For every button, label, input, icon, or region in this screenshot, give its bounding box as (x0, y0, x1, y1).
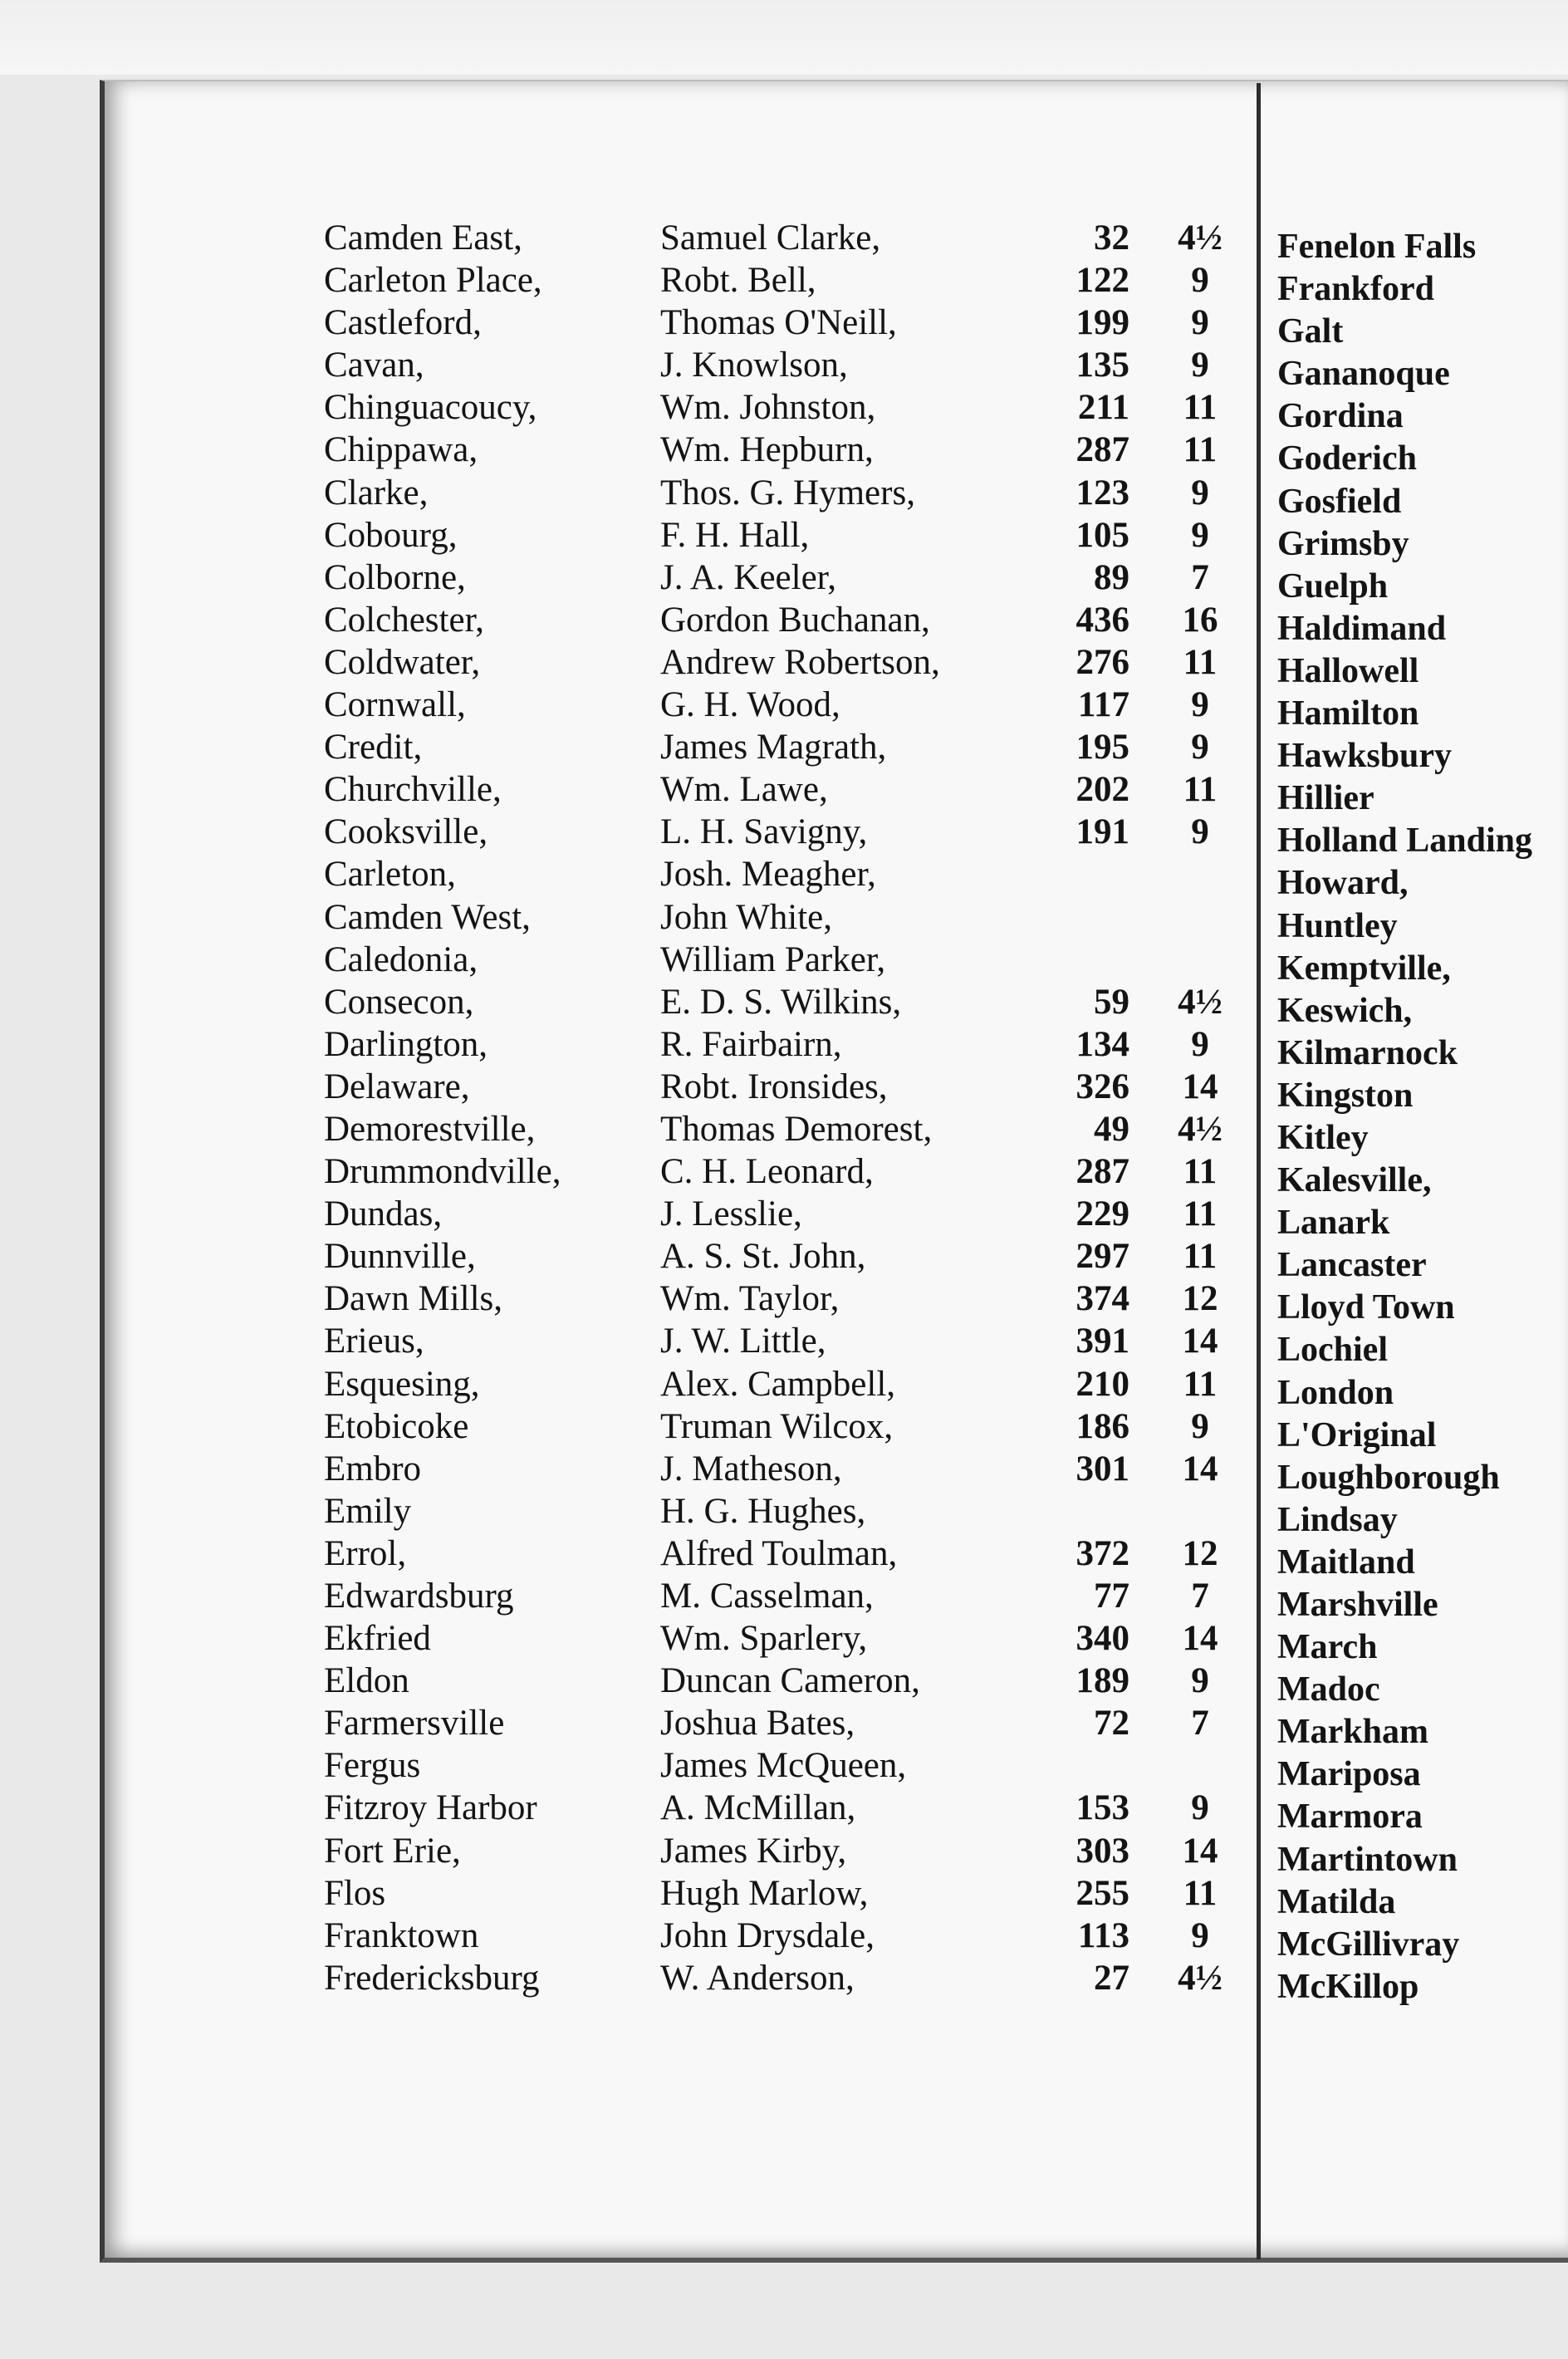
place-name: Keswich, (1277, 991, 1413, 1030)
postage-rate: 14 (1182, 1449, 1218, 1488)
place-name: Martintown (1277, 1840, 1458, 1879)
distance-value: 122 (1076, 261, 1129, 301)
list-item (1277, 1032, 1568, 1075)
place-name: Delaware, (324, 1067, 470, 1106)
table-row (324, 684, 1246, 727)
table-row (324, 260, 1246, 302)
place-name: Lindsay (1277, 1500, 1398, 1539)
distance-value: 89 (1094, 557, 1129, 597)
postage-rate: 12 (1182, 1279, 1218, 1319)
place-name: Lloyd Town (1277, 1288, 1455, 1327)
postmaster-name: Robt. Bell, (660, 261, 816, 301)
list-item (1277, 693, 1568, 735)
postage-rate: 11 (1183, 770, 1218, 810)
place-name: Emily (324, 1491, 412, 1531)
postage-rate: 14 (1182, 1619, 1218, 1659)
place-name: Fergus (324, 1746, 421, 1786)
postmaster-name: J. Matheson, (660, 1449, 842, 1488)
postage-rate: 14 (1182, 1322, 1218, 1361)
distance-value: 105 (1076, 515, 1129, 555)
distance-value: 72 (1094, 1704, 1129, 1744)
place-name: Hamilton (1277, 694, 1419, 733)
distance-value: 297 (1076, 1237, 1129, 1277)
continued-place-column (1277, 226, 1568, 2008)
place-name: Franktown (324, 1915, 479, 1955)
distance-value: 49 (1094, 1109, 1129, 1149)
list-item (1277, 1415, 1568, 1457)
place-name: Matilda (1277, 1882, 1396, 1921)
postmaster-name: Wm. Sparlery, (660, 1619, 868, 1659)
table-row (324, 1067, 1246, 1109)
list-item (1277, 820, 1568, 862)
place-name: Dundas, (324, 1194, 443, 1234)
distance-value: 255 (1076, 1873, 1129, 1913)
postmaster-name: Wm. Taylor, (660, 1279, 840, 1319)
postmaster-name: Alex. Campbell, (660, 1364, 896, 1404)
list-item (1277, 1075, 1568, 1117)
place-name: Edwardsburg (324, 1577, 514, 1616)
place-name: Frankford (1277, 270, 1434, 309)
list-item (1277, 948, 1568, 990)
list-item (1277, 608, 1568, 650)
table-row (324, 600, 1246, 642)
place-name: Credit, (324, 728, 423, 768)
postmaster-name: M. Casselman, (660, 1577, 874, 1616)
distance-value: 199 (1076, 303, 1129, 343)
place-name: Colchester, (324, 600, 484, 640)
distance-value: 195 (1076, 728, 1129, 768)
postage-rate: 11 (1183, 1152, 1218, 1192)
place-name: Eldon (324, 1661, 409, 1701)
list-item (1277, 1329, 1568, 1371)
list-item (1277, 1584, 1568, 1626)
distance-value: 189 (1076, 1661, 1129, 1701)
post-office-table (324, 218, 1246, 2000)
postage-rate: 16 (1182, 600, 1218, 640)
distance-value: 391 (1076, 1322, 1129, 1361)
postage-rate: 11 (1183, 1873, 1218, 1913)
place-name: Erieus, (324, 1322, 424, 1361)
table-row (324, 1660, 1246, 1703)
postmaster-name: Wm. Johnston, (660, 388, 876, 428)
postmaster-name: Duncan Cameron, (660, 1661, 920, 1701)
list-item (1277, 1372, 1568, 1415)
table-row (324, 727, 1246, 769)
postmaster-name: A. McMillan, (660, 1788, 856, 1828)
table-row (324, 1024, 1246, 1067)
distance-value: 59 (1094, 982, 1129, 1022)
postage-rate: 9 (1191, 685, 1209, 725)
distance-value: 326 (1076, 1067, 1129, 1106)
distance-value: 191 (1076, 812, 1129, 852)
table-row (324, 218, 1246, 260)
postmaster-name: Thomas Demorest, (660, 1109, 933, 1149)
distance-value: 210 (1076, 1364, 1129, 1404)
table-row (324, 1873, 1246, 1915)
place-name: Chippawa, (324, 430, 478, 470)
place-name: Gananoque (1277, 355, 1450, 394)
table-row (324, 1703, 1246, 1745)
place-name: March (1277, 1628, 1378, 1667)
postage-rate: 9 (1191, 346, 1209, 385)
distance-value: 135 (1076, 346, 1129, 385)
postage-rate: 11 (1183, 1194, 1218, 1234)
place-name: Loughborough (1277, 1458, 1500, 1497)
list-item (1277, 353, 1568, 395)
postage-rate: 4½ (1178, 1109, 1223, 1149)
place-name: Cornwall, (324, 685, 466, 725)
place-name: Galt (1277, 312, 1344, 351)
table-row (324, 557, 1246, 600)
postmaster-name: F. H. Hall, (660, 515, 810, 555)
distance-value: 287 (1076, 1152, 1129, 1192)
place-name: Flos (324, 1873, 386, 1913)
list-item (1277, 862, 1568, 905)
distance-value: 211 (1077, 388, 1129, 428)
list-item (1277, 1839, 1568, 1881)
list-item (1277, 650, 1568, 693)
postmaster-name: Josh. Meagher, (660, 855, 876, 895)
place-name: McKillop (1277, 1967, 1419, 2006)
place-name: Errol, (324, 1533, 407, 1573)
postage-rate: 9 (1191, 812, 1209, 852)
postage-rate: 7 (1191, 557, 1209, 597)
place-name: Dunnville, (324, 1237, 476, 1277)
table-row (324, 429, 1246, 472)
postage-rate: 4½ (1178, 218, 1223, 257)
postmaster-name: J. A. Keeler, (660, 557, 837, 597)
distance-value: 32 (1094, 218, 1129, 257)
list-item (1277, 1966, 1568, 2008)
distance-value: 374 (1076, 1279, 1129, 1319)
list-item (1277, 777, 1568, 820)
postage-rate: 9 (1191, 261, 1209, 301)
place-name: Hawksbury (1277, 737, 1453, 776)
list-item (1277, 1669, 1568, 1711)
table-row (324, 345, 1246, 387)
page-fold-line (1257, 83, 1261, 2259)
place-name: Caledonia, (324, 939, 478, 979)
place-name: Kilmarnock (1277, 1033, 1458, 1072)
place-name: Esquesing, (324, 1364, 480, 1404)
postage-rate: 11 (1183, 1237, 1218, 1277)
table-row (324, 1788, 1246, 1830)
list-item (1277, 1117, 1568, 1160)
table-row (324, 1236, 1246, 1278)
postage-rate: 12 (1182, 1533, 1218, 1573)
list-item (1277, 1244, 1568, 1287)
distance-value: 340 (1076, 1619, 1129, 1659)
postmaster-name: R. Fairbairn, (660, 1024, 842, 1064)
table-row (324, 769, 1246, 812)
postage-rate: 4½ (1178, 1958, 1223, 1998)
place-name: Madoc (1277, 1670, 1380, 1709)
list-item (1277, 1202, 1568, 1244)
list-item (1277, 1287, 1568, 1329)
table-row (324, 473, 1246, 515)
table-row (324, 1194, 1246, 1236)
place-name: Gosfield (1277, 482, 1402, 521)
place-name: Lanark (1277, 1204, 1390, 1243)
table-row (324, 1151, 1246, 1194)
table-row (324, 1915, 1246, 1958)
postage-rate: 11 (1183, 1364, 1218, 1404)
postmaster-name: Wm. Lawe, (660, 770, 828, 810)
distance-value: 287 (1076, 430, 1129, 470)
postmaster-name: Gordon Buchanan, (660, 600, 930, 640)
list-item (1277, 1881, 1568, 1924)
place-name: Haldimand (1277, 609, 1447, 648)
list-item (1277, 1160, 1568, 1202)
table-row (324, 1576, 1246, 1618)
place-name: Castleford, (324, 303, 482, 343)
place-name: Huntley (1277, 906, 1398, 945)
distance-value: 113 (1077, 1915, 1129, 1955)
place-name: Darlington, (324, 1024, 488, 1064)
postmaster-name: C. H. Leonard, (660, 1152, 874, 1192)
place-name: Grimsby (1277, 524, 1409, 563)
place-name: Kingston (1277, 1076, 1414, 1115)
place-name: Clarke, (324, 473, 429, 513)
place-name: Cooksville, (324, 812, 488, 852)
place-name: Lancaster (1277, 1246, 1427, 1285)
postmaster-name: James Magrath, (660, 728, 887, 768)
list-item (1277, 905, 1568, 948)
distance-value: 134 (1076, 1024, 1129, 1064)
postmaster-name: Thomas O'Neill, (660, 303, 897, 343)
place-name: Carleton, (324, 855, 456, 895)
table-row (324, 812, 1246, 854)
table-row (324, 1364, 1246, 1406)
table-row (324, 1449, 1246, 1491)
distance-value: 123 (1076, 473, 1129, 513)
distance-value: 77 (1094, 1577, 1129, 1616)
distance-value: 303 (1076, 1831, 1129, 1871)
postage-rate: 9 (1191, 1406, 1209, 1446)
place-name: Carleton Place, (324, 261, 542, 301)
postmaster-name: John Drysdale, (660, 1915, 875, 1955)
place-name: Consecon, (324, 982, 474, 1022)
postmaster-name: Andrew Robertson, (660, 642, 940, 682)
postage-rate: 11 (1183, 388, 1218, 428)
distance-value: 372 (1076, 1533, 1129, 1573)
place-name: Kemptville, (1277, 949, 1451, 988)
postmaster-name: John White, (660, 897, 833, 937)
distance-value: 202 (1076, 770, 1129, 810)
distance-value: 436 (1076, 600, 1129, 640)
postage-rate: 9 (1191, 1915, 1209, 1955)
postmaster-name: James McQueen, (660, 1746, 907, 1786)
scan-top-margin (0, 0, 1568, 75)
postage-rate: 14 (1182, 1067, 1218, 1106)
table-row (324, 1958, 1246, 2000)
postmaster-name: Hugh Marlow, (660, 1873, 869, 1913)
place-name: Goderich (1277, 439, 1417, 478)
place-name: Chinguacoucy, (324, 388, 537, 428)
postage-rate: 9 (1191, 473, 1209, 513)
table-row (324, 1491, 1246, 1533)
place-name: Farmersville (324, 1704, 505, 1744)
place-name: Fenelon Falls (1277, 228, 1477, 266)
distance-value: 301 (1076, 1449, 1129, 1488)
place-name: Markham (1277, 1713, 1428, 1752)
list-item (1277, 1626, 1568, 1669)
place-name: Camden East, (324, 218, 522, 257)
postmaster-name: W. Anderson, (660, 1958, 855, 1998)
place-name: Hillier (1277, 779, 1374, 818)
place-name: Hallowell (1277, 651, 1419, 690)
table-row (324, 387, 1246, 429)
postmaster-name: J. W. Little, (660, 1322, 826, 1361)
place-name: Etobicoke (324, 1406, 469, 1446)
postmaster-name: L. H. Savigny, (660, 812, 868, 852)
list-item (1277, 566, 1568, 608)
place-name: Holland Landing (1277, 821, 1532, 861)
postage-rate: 14 (1182, 1831, 1218, 1871)
place-name: Churchville, (324, 770, 502, 810)
postage-rate: 9 (1191, 1024, 1209, 1064)
postage-rate: 9 (1191, 728, 1209, 768)
place-name: Demorestville, (324, 1109, 536, 1149)
place-name: Kitley (1277, 1118, 1369, 1157)
table-row (324, 1745, 1246, 1788)
place-name: Cavan, (324, 346, 424, 385)
postage-rate: 11 (1183, 430, 1218, 470)
postage-rate: 9 (1191, 1788, 1209, 1828)
place-name: Lochiel (1277, 1331, 1388, 1370)
place-name: Guelph (1277, 566, 1389, 606)
place-name: Drummondville, (324, 1152, 561, 1192)
table-row (324, 1278, 1246, 1321)
list-item (1277, 226, 1568, 268)
table-row (324, 1831, 1246, 1873)
postmaster-name: Joshua Bates, (660, 1704, 855, 1744)
table-row (324, 1533, 1246, 1576)
distance-value: 27 (1094, 1958, 1129, 1998)
list-item (1277, 395, 1568, 438)
postage-rate: 7 (1191, 1577, 1209, 1616)
distance-value: 229 (1076, 1194, 1129, 1234)
place-name: Camden West, (324, 897, 531, 937)
table-row (324, 897, 1246, 939)
distance-value: 186 (1076, 1406, 1129, 1446)
table-row (324, 939, 1246, 982)
postmaster-name: J. Knowlson, (660, 346, 848, 385)
list-item (1277, 311, 1568, 353)
place-name: Maitland (1277, 1542, 1415, 1582)
place-name: Embro (324, 1449, 422, 1488)
table-row (324, 1406, 1246, 1449)
postmaster-name: Robt. Ironsides, (660, 1067, 888, 1106)
place-name: Fredericksburg (324, 1958, 540, 1998)
postmaster-name: Truman Wilcox, (660, 1406, 894, 1446)
postmaster-name: Samuel Clarke, (660, 218, 881, 257)
postage-rate: 9 (1191, 303, 1209, 343)
table-row (324, 982, 1246, 1024)
postmaster-name: E. D. S. Wilkins, (660, 982, 902, 1022)
table-row (324, 302, 1246, 345)
postmaster-name: G. H. Wood, (660, 685, 840, 725)
place-name: Colborne, (324, 557, 466, 597)
table-row (324, 1618, 1246, 1660)
place-name: Ekfried (324, 1619, 431, 1659)
postmaster-name: H. G. Hughes, (660, 1491, 866, 1531)
distance-value: 153 (1076, 1788, 1129, 1828)
list-item (1277, 990, 1568, 1032)
list-item (1277, 1542, 1568, 1584)
postage-rate: 4½ (1178, 982, 1223, 1022)
place-name: Fort Erie, (324, 1831, 461, 1871)
list-item (1277, 523, 1568, 566)
distance-value: 276 (1076, 642, 1129, 682)
table-row (324, 1109, 1246, 1151)
list-item (1277, 1499, 1568, 1542)
list-item (1277, 1753, 1568, 1796)
list-item (1277, 735, 1568, 777)
list-item (1277, 1711, 1568, 1753)
place-name: Mariposa (1277, 1755, 1421, 1794)
postmaster-name: Alfred Toulman, (660, 1533, 898, 1573)
place-name: Howard, (1277, 864, 1409, 903)
postmaster-name: J. Lesslie, (660, 1194, 802, 1234)
postage-rate: 9 (1191, 1661, 1209, 1701)
postage-rate: 11 (1183, 642, 1218, 682)
postmaster-name: James Kirby, (660, 1831, 847, 1871)
postage-rate: 7 (1191, 1704, 1209, 1744)
postage-rate: 9 (1191, 515, 1209, 555)
place-name: L'Original (1277, 1415, 1437, 1454)
list-item (1277, 268, 1568, 311)
list-item (1277, 1457, 1568, 1499)
postmaster-name: Thos. G. Hymers, (660, 473, 915, 513)
distance-value: 117 (1077, 685, 1129, 725)
table-row (324, 642, 1246, 684)
table-row (324, 515, 1246, 557)
list-item (1277, 1796, 1568, 1838)
list-item (1277, 438, 1568, 480)
place-name: Kalesville, (1277, 1161, 1432, 1200)
place-name: Cobourg, (324, 515, 458, 555)
place-name: Coldwater, (324, 642, 481, 682)
place-name: Gordina (1277, 397, 1404, 436)
place-name: Marshville (1277, 1586, 1438, 1624)
list-item (1277, 1924, 1568, 1966)
place-name: McGillivray (1277, 1925, 1460, 1964)
place-name: Fitzroy Harbor (324, 1788, 537, 1828)
place-name: London (1277, 1373, 1394, 1412)
table-row (324, 854, 1246, 896)
place-name: Dawn Mills, (324, 1279, 502, 1319)
place-name: Marmora (1277, 1797, 1423, 1837)
table-row (324, 1321, 1246, 1363)
postmaster-name: A. S. St. John, (660, 1237, 866, 1277)
postmaster-name: William Parker, (660, 939, 886, 979)
postmaster-name: Wm. Hepburn, (660, 430, 874, 470)
list-item (1277, 481, 1568, 523)
